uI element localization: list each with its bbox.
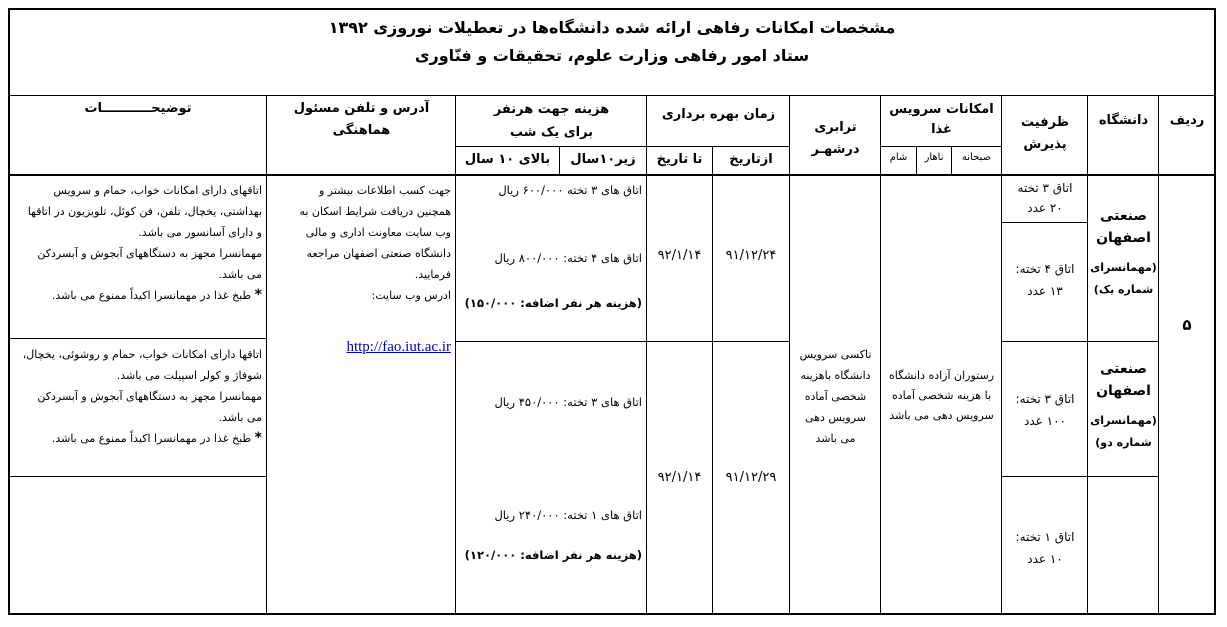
asterisk-icon: * [254, 430, 262, 446]
guesthouse-name: شماره یک) [1093, 283, 1154, 296]
capacity-line: اتاق ۳ تخته [1017, 181, 1073, 195]
university-cell [1089, 358, 1158, 454]
header-capacity [1003, 112, 1087, 156]
transport-line: دانشگاه باهزینه [800, 369, 871, 382]
food-service-line: رستوران آزاده دانشگاه [888, 369, 995, 382]
university-name: اصفهان [1096, 383, 1151, 399]
header-cost-under10: زیر۱۰سال [570, 152, 636, 167]
capacity-line: ۲۰ عدد [1027, 201, 1063, 215]
period-from: ۹۱/۱۲/۲۹ [725, 470, 777, 485]
header-cost [457, 98, 646, 144]
address-line: دانشگاه صنعتی اصفهان مراجعه [306, 247, 451, 260]
header-capacity-line: ظرفیت [1021, 115, 1069, 130]
capacity-line: ۱۳ عدد [1027, 284, 1063, 298]
header-food-line: امکانات سرویس [889, 102, 994, 117]
asterisk-icon: * [254, 287, 262, 303]
food-service-line: سرویس دهی می باشد [889, 409, 994, 422]
header-period: زمان بهره برداری [661, 107, 776, 122]
website-label: ادرس وب سایت: [371, 289, 451, 302]
header-food-lunch: ناهار [924, 152, 944, 163]
grid-line [1001, 476, 1158, 477]
notes-line: مهمانسرا مجهز به دستگاههای آبجوش و آبسردکن [37, 247, 262, 260]
grid-line [880, 146, 1001, 147]
header-period-to: تا تاریخ [656, 152, 703, 167]
notes-line: اتاقها دارای امکانات خواب، حمام و روشوئی، یخچال، [22, 348, 262, 361]
notes-cell [14, 344, 262, 449]
cost-extra: (هزینه هر نفر اضافه: ۱۵۰/۰۰۰) [464, 296, 642, 310]
notes-line: شوفاژ و کولر اسپیلت می باشد. [116, 369, 262, 382]
header-food-breakfast: صبحانه [961, 152, 992, 163]
header-notes: توضیحـــــــــــات [84, 101, 192, 116]
notes-warning-text: طبخ غذا در مهمانسرا اکیداً ممنوع می باشد. [51, 289, 252, 302]
notes-line: مهمانسرا مجهز به دستگاههای آبجوش و آبسردکن [37, 390, 262, 403]
capacity-cell [1003, 388, 1087, 432]
header-university: دانشگاه [1098, 113, 1149, 128]
guesthouse-name: شماره دو) [1095, 436, 1152, 449]
capacity-line: ۱۰ عدد [1027, 552, 1063, 566]
header-address: آدرس و تلفن مسئول هماهنگی [293, 101, 430, 138]
address-line: جهت کسب اطلاعات بیشتر و [318, 184, 451, 197]
capacity-line: ۱۰۰ عدد [1024, 414, 1066, 428]
cost-line: اتاق های ۳ تخته ۶۰۰/۰۰۰ ریال [498, 183, 642, 197]
capacity-cell [1003, 526, 1087, 570]
address-line: وب سایت معاونت اداری و مالی [305, 226, 451, 239]
notes-line: می باشد. [218, 268, 262, 281]
grid-line [712, 146, 713, 615]
cost-line: اتاق های ۴ تخته: ۸۰۰/۰۰۰ ریال [494, 251, 642, 265]
cost-line: اتاق های ۳ تخته: ۴۵۰/۰۰۰ ریال [494, 395, 642, 409]
title-line-2: ستاد امور رفاهی وزارت علوم، تحقیقات و فنّاوری [414, 46, 810, 65]
university-name: صنعتی [1099, 361, 1148, 377]
header-food [882, 100, 1001, 140]
university-name: صنعتی [1099, 208, 1148, 224]
notes-warning-text: طبخ غذا در مهمانسرا اکیداً ممنوع می باشد. [51, 432, 252, 445]
notes-line: و دارای آسانسور می باشد. [138, 226, 262, 239]
notes-cell [14, 180, 262, 306]
notes-line: بهداشتی، یخچال، تلفن، فن کوئل، تلویزیون در اتاقها [27, 205, 262, 218]
website-cell [270, 336, 451, 356]
transport-cell [793, 344, 878, 449]
grid-line [455, 146, 789, 147]
header-cost-line: هزینه جهت هرنفر [493, 102, 610, 117]
cost-extra: (هزینه هر نفر اضافه: ۱۲۰/۰۰۰) [464, 548, 642, 562]
period-from: ۹۱/۱۲/۲۴ [725, 248, 777, 263]
title-line-1: مشخصات امکانات رفاهی ارائه شده دانشگاه‌ها در تعطیلات نوروزی ۱۳۹۲ [328, 18, 896, 37]
address-line: همچنین دریافت شرایط اسکان به [299, 205, 451, 218]
university-name: اصفهان [1096, 230, 1151, 246]
notes-warning [14, 285, 262, 306]
transport-line: می باشد [815, 432, 856, 445]
university-cell [1089, 205, 1158, 301]
header-capacity-line: پذیرش [1023, 137, 1067, 152]
title-box [8, 8, 1216, 96]
header-cost-over10: بالای ۱۰ سال [464, 152, 551, 167]
grid-line [8, 476, 266, 477]
address-cell [270, 180, 451, 306]
notes-warning [14, 428, 262, 449]
header-period-from: ازتاریخ [729, 152, 773, 167]
period-to: ۹۲/۱/۱۴ [657, 470, 702, 485]
capacity-line: اتاق ۴ تخته: [1015, 262, 1075, 276]
capacity-line: اتاق ۳ تخته: [1015, 392, 1075, 406]
grid-line [1001, 222, 1087, 223]
header-transport-line: درشهـر [811, 142, 860, 157]
grid-line [8, 174, 1216, 176]
header-transport-line: ترابری [814, 120, 857, 135]
grid-line [1001, 341, 1158, 342]
transport-line: تاکسی سرویس [799, 348, 872, 361]
guesthouse-name: (مهمانسرای [1090, 261, 1157, 274]
food-service-cell [882, 366, 1001, 426]
header-food-line: غذا [931, 122, 952, 137]
address-line: فرمایید. [414, 268, 451, 281]
notes-line: می باشد. [218, 411, 262, 424]
guesthouse-name: (مهمانسرای [1090, 414, 1157, 427]
grid-line [8, 338, 266, 339]
header-food-dinner: شام [889, 152, 908, 163]
transport-line: سرویس دهی [804, 411, 867, 424]
header-transport [791, 117, 880, 161]
capacity-cell [1003, 178, 1087, 218]
capacity-line: اتاق ۱ تخته: [1015, 530, 1075, 544]
header-cost-line: برای یک شب [509, 125, 594, 140]
row-number: ۵ [1182, 316, 1192, 334]
period-to: ۹۲/۱/۱۴ [657, 248, 702, 263]
cost-line: اتاق های ۱ تخته: ۲۴۰/۰۰۰ ریال [494, 508, 642, 522]
notes-line: اتاقهای دارای امکانات خواب، حمام و سرویس [53, 184, 262, 197]
transport-line: شخصی آماده [804, 390, 867, 403]
header-row-number: ردیف [1169, 113, 1205, 128]
capacity-cell [1003, 258, 1087, 302]
food-service-line: با هزینه شخصی آماده [891, 389, 992, 402]
website-link[interactable]: http://fao.iut.ac.ir [346, 339, 451, 355]
grid-line [455, 341, 789, 342]
